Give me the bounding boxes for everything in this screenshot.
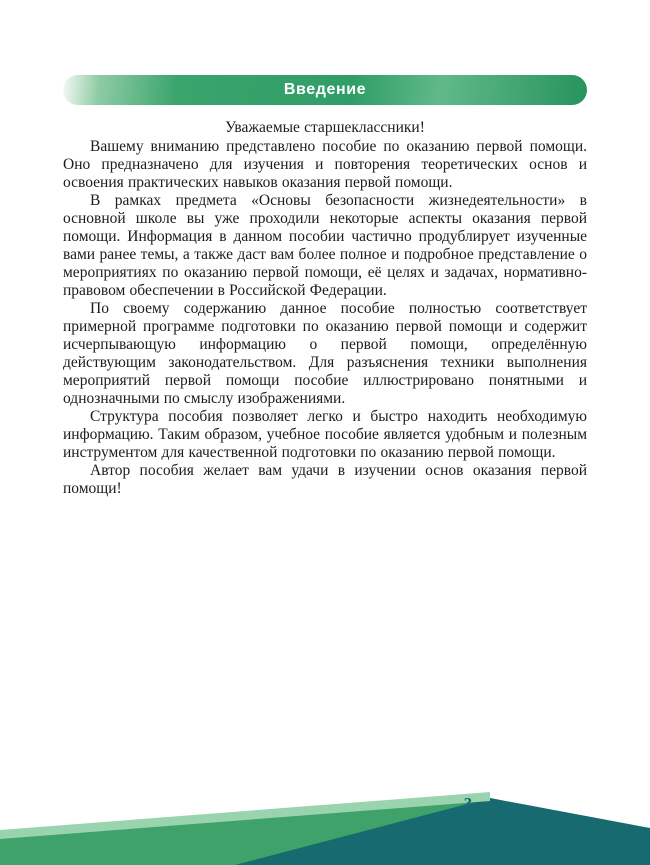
salutation-line: Уважаемые старшеклассники! xyxy=(225,119,425,136)
section-banner xyxy=(63,75,587,105)
paragraph: Автор пособия желает вам удачи в изучении основ оказания первой помощи! xyxy=(63,462,587,497)
section-title: Введение xyxy=(283,81,367,98)
paragraph: В рамках предмета «Основы безопасности жизнедеятельности» в основной школе вы уже проходили некоторые аспекты оказания первой помощи. Информация в данном пособии частично продублирует изученные вами ранее темы, а также даст вам более полное и подробное представление о мероприятиях по оказанию первой помощи, её целях и задачах, нормативно-правовом обеспечении в Российской Федерации. xyxy=(63,192,587,299)
body-text xyxy=(63,119,587,498)
paragraph: Структура пособия позволяет легко и быстро находить необходимую информацию. Таким образом, учебное пособие является удобным и полезным инструментом для качественной подготовки по оказанию первой помощи. xyxy=(63,408,587,461)
paragraph: По своему содержанию данное пособие полностью соответствует примерной программе подготовки по оказанию первой помощи и содержит исчерпывающую информацию о первой помощи, определённую действующим законодательством. Для разъяснения техники выполнения мероприятий первой помощи пособие иллюстрировано понятными и однозначными по смыслу изображениями. xyxy=(63,300,587,407)
paragraph: Вашему вниманию представлено пособие по оказанию первой помощи. Оно предназначено для изучения и повторения теоретических основ и освоения практических навыков оказания первой помощи. xyxy=(63,138,587,191)
page-number: 3 xyxy=(463,794,473,813)
footer-decoration xyxy=(0,780,650,865)
